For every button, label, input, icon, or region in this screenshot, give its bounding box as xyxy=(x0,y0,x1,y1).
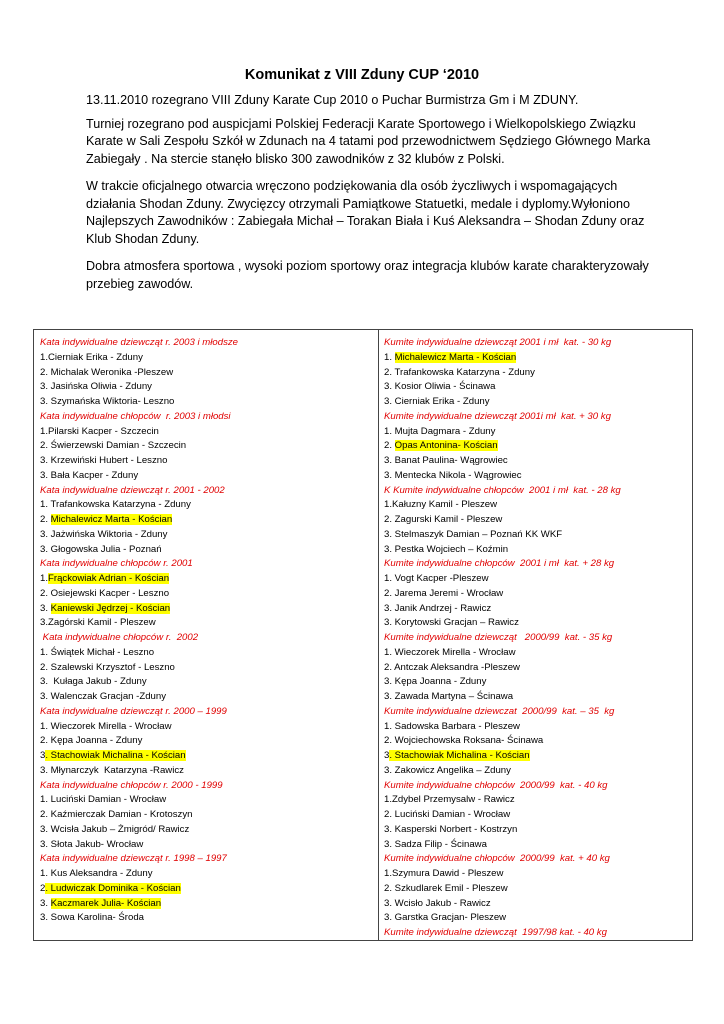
results-table xyxy=(33,329,693,941)
intro-paragraph: 13.11.2010 rozegrano VIII Zduny Karate Cup 2010 o Puchar Burmistrza Gm i M ZDUNY. xyxy=(86,93,579,107)
intro-paragraph: W trakcie oficjalnego otwarcia wręczono podziękowania dla osób życzliwych i wspomagających działania Shodan Zduny. Zwycięzcy otrzymali Pamiątkowe Statuetki, medale i dyplomy.Wyłoniono Najlepszych Zawodników : Zabiegała Michał – Torakan Biała i Kuś Aleksandra – Shodan Zduny oraz Klub Shodan Zduny. xyxy=(86,179,645,246)
result-place: 3. xyxy=(40,602,51,614)
category-heading: Kumite indywidualne dziewczat 2000/99 kat. – 35 kg xyxy=(384,705,615,717)
result-entry xyxy=(384,439,692,454)
result-entry: 2. Wojciechowska Roksana- Ścinawa xyxy=(384,735,544,747)
result-entry: 3. Zakowicz Angelika – Zduny xyxy=(384,764,511,776)
results-column-right xyxy=(379,330,692,940)
result-place: 2. xyxy=(384,440,395,452)
result-entry: 3. Bała Kacper - Zduny xyxy=(40,469,139,481)
result-entry: 2. Osiejewski Kacper - Leszno xyxy=(40,587,170,599)
result-entry: 3. Pestka Wojciech – Koźmin xyxy=(384,543,509,555)
intro-paragraph: Dobra atmosfera sportowa , wysoki poziom sportowy oraz integracja klubów karate charakteryzowały przebieg zawodów. xyxy=(86,259,649,291)
result-entry: 3. Krzewiński Hubert - Leszno xyxy=(40,455,168,466)
intro-paragraph: Turniej rozegrano pod auspicjami Polskiej Federacji Karate Sportowego i Wielkopolskiego Związku Karate w Sali Zespołu Szkół w Zdunach na 4 tatami pod przewodnictwem Sędziego Głównego Marka Zabiegały . Na stercie stanęło blisko 300 zawodników z 32 klubów z Polski. xyxy=(86,116,651,166)
highlighted-result: Frąckowiak Adrian - Kościan xyxy=(48,573,170,584)
document-title: Komunikat z VIII Zduny CUP ‘2010 xyxy=(244,67,480,83)
result-entry: 1. Mujta Dagmara - Zduny xyxy=(384,425,496,437)
result-entry xyxy=(40,602,378,617)
result-entry: 1. Świątek Michał - Leszno xyxy=(40,646,155,658)
result-entry xyxy=(40,749,378,764)
result-entry xyxy=(384,351,692,366)
highlighted-result: . Stachowiak Michalina - Kościan xyxy=(45,750,186,761)
result-entry: 2. Świerzewski Damian - Szczecin xyxy=(40,440,187,452)
result-entry xyxy=(40,882,378,897)
result-entry: 2. Szalewski Krzysztof - Leszno xyxy=(40,661,175,673)
result-place: 3. xyxy=(40,897,51,909)
category-heading: Kata indywidualne dziewcząt r. 2003 i młodsze xyxy=(40,337,239,348)
highlighted-result: Opas Antonina- Kościan xyxy=(394,440,498,452)
result-entry xyxy=(40,513,378,528)
result-entry: 1.Kałuzny Kamil - Pleszew xyxy=(384,499,498,511)
category-heading: Kumite indywidualne chłopców 2000/99 kat. - 40 kg xyxy=(384,779,608,791)
result-entry: 2. Jarema Jeremi - Wrocław xyxy=(384,587,504,599)
category-heading: Kata indywidualne chłopców r. 2003 i młodsi xyxy=(40,410,231,422)
result-entry: 3. Sowa Karolina- Środa xyxy=(40,912,144,924)
result-entry xyxy=(40,572,378,587)
result-entry: 3. Jażwińska Wiktoria - Zduny xyxy=(40,528,168,540)
result-entry: 2. Trafankowska Katarzyna - Zduny xyxy=(384,366,535,378)
result-entry: 3. Stelmaszyk Damian – Poznań KK WKF xyxy=(384,528,563,540)
result-entry: 1. Vogt Kacper -Pleszew xyxy=(384,573,489,584)
result-place: 2. xyxy=(40,514,51,525)
highlighted-result: Michalewicz Marta - Kościan xyxy=(50,514,173,525)
result-entry: 1. Luciński Damian - Wrocław xyxy=(40,794,167,806)
results-column-left xyxy=(34,330,379,940)
category-heading: Kata indywidualne chłopców r. 2002 xyxy=(40,632,199,643)
result-entry: 3. Garstka Gracjan- Pleszew xyxy=(384,912,507,924)
result-entry: 3. Głogowska Julia - Poznań xyxy=(40,543,162,555)
result-entry: 2. Antczak Aleksandra -Pleszew xyxy=(384,661,520,673)
highlighted-result: Kaniewski Jędrzej - Kościan xyxy=(50,602,171,614)
category-heading: Kumite indywidualne dziewcząt 2001 i mł kat. - 30 kg xyxy=(384,337,612,348)
result-entry: 3. Szymańska Wiktoria- Leszno xyxy=(40,396,175,407)
result-entry: 2. Michalak Weronika -Pleszew xyxy=(40,366,174,378)
category-heading: Kumite indywidualne dziewcząt 1997/98 kat. - 40 kg xyxy=(384,927,607,938)
highlighted-result: Kaczmarek Julia- Kościan xyxy=(50,897,162,909)
result-place: 3 xyxy=(40,750,46,761)
result-entry: 1. Sadowska Barbara - Pleszew xyxy=(384,720,520,732)
result-entry: 3. Kosior Oliwia - Ścinawa xyxy=(384,381,496,393)
result-entry: 3. Janik Andrzej - Rawicz xyxy=(384,602,492,614)
result-place: 1. xyxy=(40,573,49,584)
result-entry: 3. Jasińska Oliwia - Zduny xyxy=(40,381,152,393)
category-heading: Kata indywidualne dziewcząt r. 1998 – 1997 xyxy=(40,853,227,865)
category-heading: Kumite indywidualne dziewcząt 2001i mł kat. + 30 kg xyxy=(384,410,611,422)
result-entry: 3. Młynarczyk Katarzyna -Rawicz xyxy=(40,764,184,776)
result-entry: 1. Trafankowska Katarzyna - Zduny xyxy=(40,499,191,511)
result-entry: 3. Zawada Martyna – Ścinawa xyxy=(384,691,514,702)
result-entry: 3. Słota Jakub- Wrocław xyxy=(40,838,144,850)
category-heading: Kata indywidualne chłopców r. 2001 xyxy=(40,558,193,570)
highlighted-result: . Ludwiczak Dominika - Kościan xyxy=(45,882,181,894)
result-entry: 3. Kępa Joanna - Zduny xyxy=(384,676,487,688)
result-entry: 3. Mentecka Nikola - Wągrowiec xyxy=(384,469,522,481)
result-entry: 2. Luciński Damian - Wrocław xyxy=(384,809,511,820)
result-entry: 1. Kus Aleksandra - Zduny xyxy=(40,868,153,879)
result-entry: 3. Wcisło Jakub - Rawicz xyxy=(384,897,491,909)
result-entry: 1.Pilarski Kacper - Szczecin xyxy=(40,425,159,437)
result-entry: 2. Zagurski Kamil - Pleszew xyxy=(384,514,503,525)
highlighted-result: Michalewicz Marta - Kościan xyxy=(394,351,517,363)
result-entry: 1.Cierniak Erika - Zduny xyxy=(40,351,143,363)
category-heading: Kata indywidualne chłopców r. 2000 - 1999 xyxy=(40,779,223,791)
result-entry: 2. Kaźmierczak Damian - Krotoszyn xyxy=(40,809,193,820)
result-entry: 1.Zdybel Przemysalw - Rawicz xyxy=(384,794,515,806)
result-entry: 3. Banat Paulina- Wągrowiec xyxy=(384,455,508,466)
result-entry: 3. Walenczak Gracjan -Zduny xyxy=(40,691,167,702)
result-entry: 2. Szkudlarek Emil - Pleszew xyxy=(384,882,508,894)
result-place: 2 xyxy=(40,882,46,894)
result-entry: 2. Kępa Joanna - Zduny xyxy=(40,735,143,747)
category-heading: Kumite indywidualne dziewcząt 2000/99 kat. - 35 kg xyxy=(384,632,613,643)
result-entry: 3. Cierniak Erika - Zduny xyxy=(384,396,490,407)
result-entry xyxy=(40,897,378,912)
result-entry: 3. Wcisła Jakub – Żmigród/ Rawicz xyxy=(40,823,190,835)
category-heading: Kumite indywidualne chłopców 2001 i mł kat. + 28 kg xyxy=(384,558,615,570)
category-heading: Kata indywidualne dziewcząt r. 2000 – 1999 xyxy=(40,705,227,717)
result-place: 1. xyxy=(384,351,395,363)
highlighted-result: . Stachowiak Michalina - Kościan xyxy=(389,750,530,761)
result-place: 3 xyxy=(384,750,390,761)
result-entry: 3. Kułaga Jakub - Zduny xyxy=(40,676,147,688)
result-entry: 3. Kasperski Norbert - Kostrzyn xyxy=(384,823,518,835)
result-entry: 3.Zagórski Kamil - Pleszew xyxy=(40,617,156,629)
category-heading: Kumite indywidualne chłopców 2000/99 kat. + 40 kg xyxy=(384,853,610,865)
result-entry: 3. Sadza Filip - Ścinawa xyxy=(384,838,487,850)
result-entry: 1.Szymura Dawid - Pleszew xyxy=(384,868,504,879)
category-heading: Kata indywidualne dziewcząt r. 2001 - 2002 xyxy=(40,484,225,496)
result-entry: 3. Korytowski Gracjan – Rawicz xyxy=(384,617,519,629)
result-entry: 1. Wieczorek Mirella - Wrocław xyxy=(384,646,516,658)
result-entry xyxy=(384,749,692,764)
result-entry: 1. Wieczorek Mirella - Wrocław xyxy=(40,720,172,732)
category-heading: K Kumite indywidualne chłopców 2001 i mł kat. - 28 kg xyxy=(384,484,621,496)
intro-text xyxy=(86,92,656,303)
